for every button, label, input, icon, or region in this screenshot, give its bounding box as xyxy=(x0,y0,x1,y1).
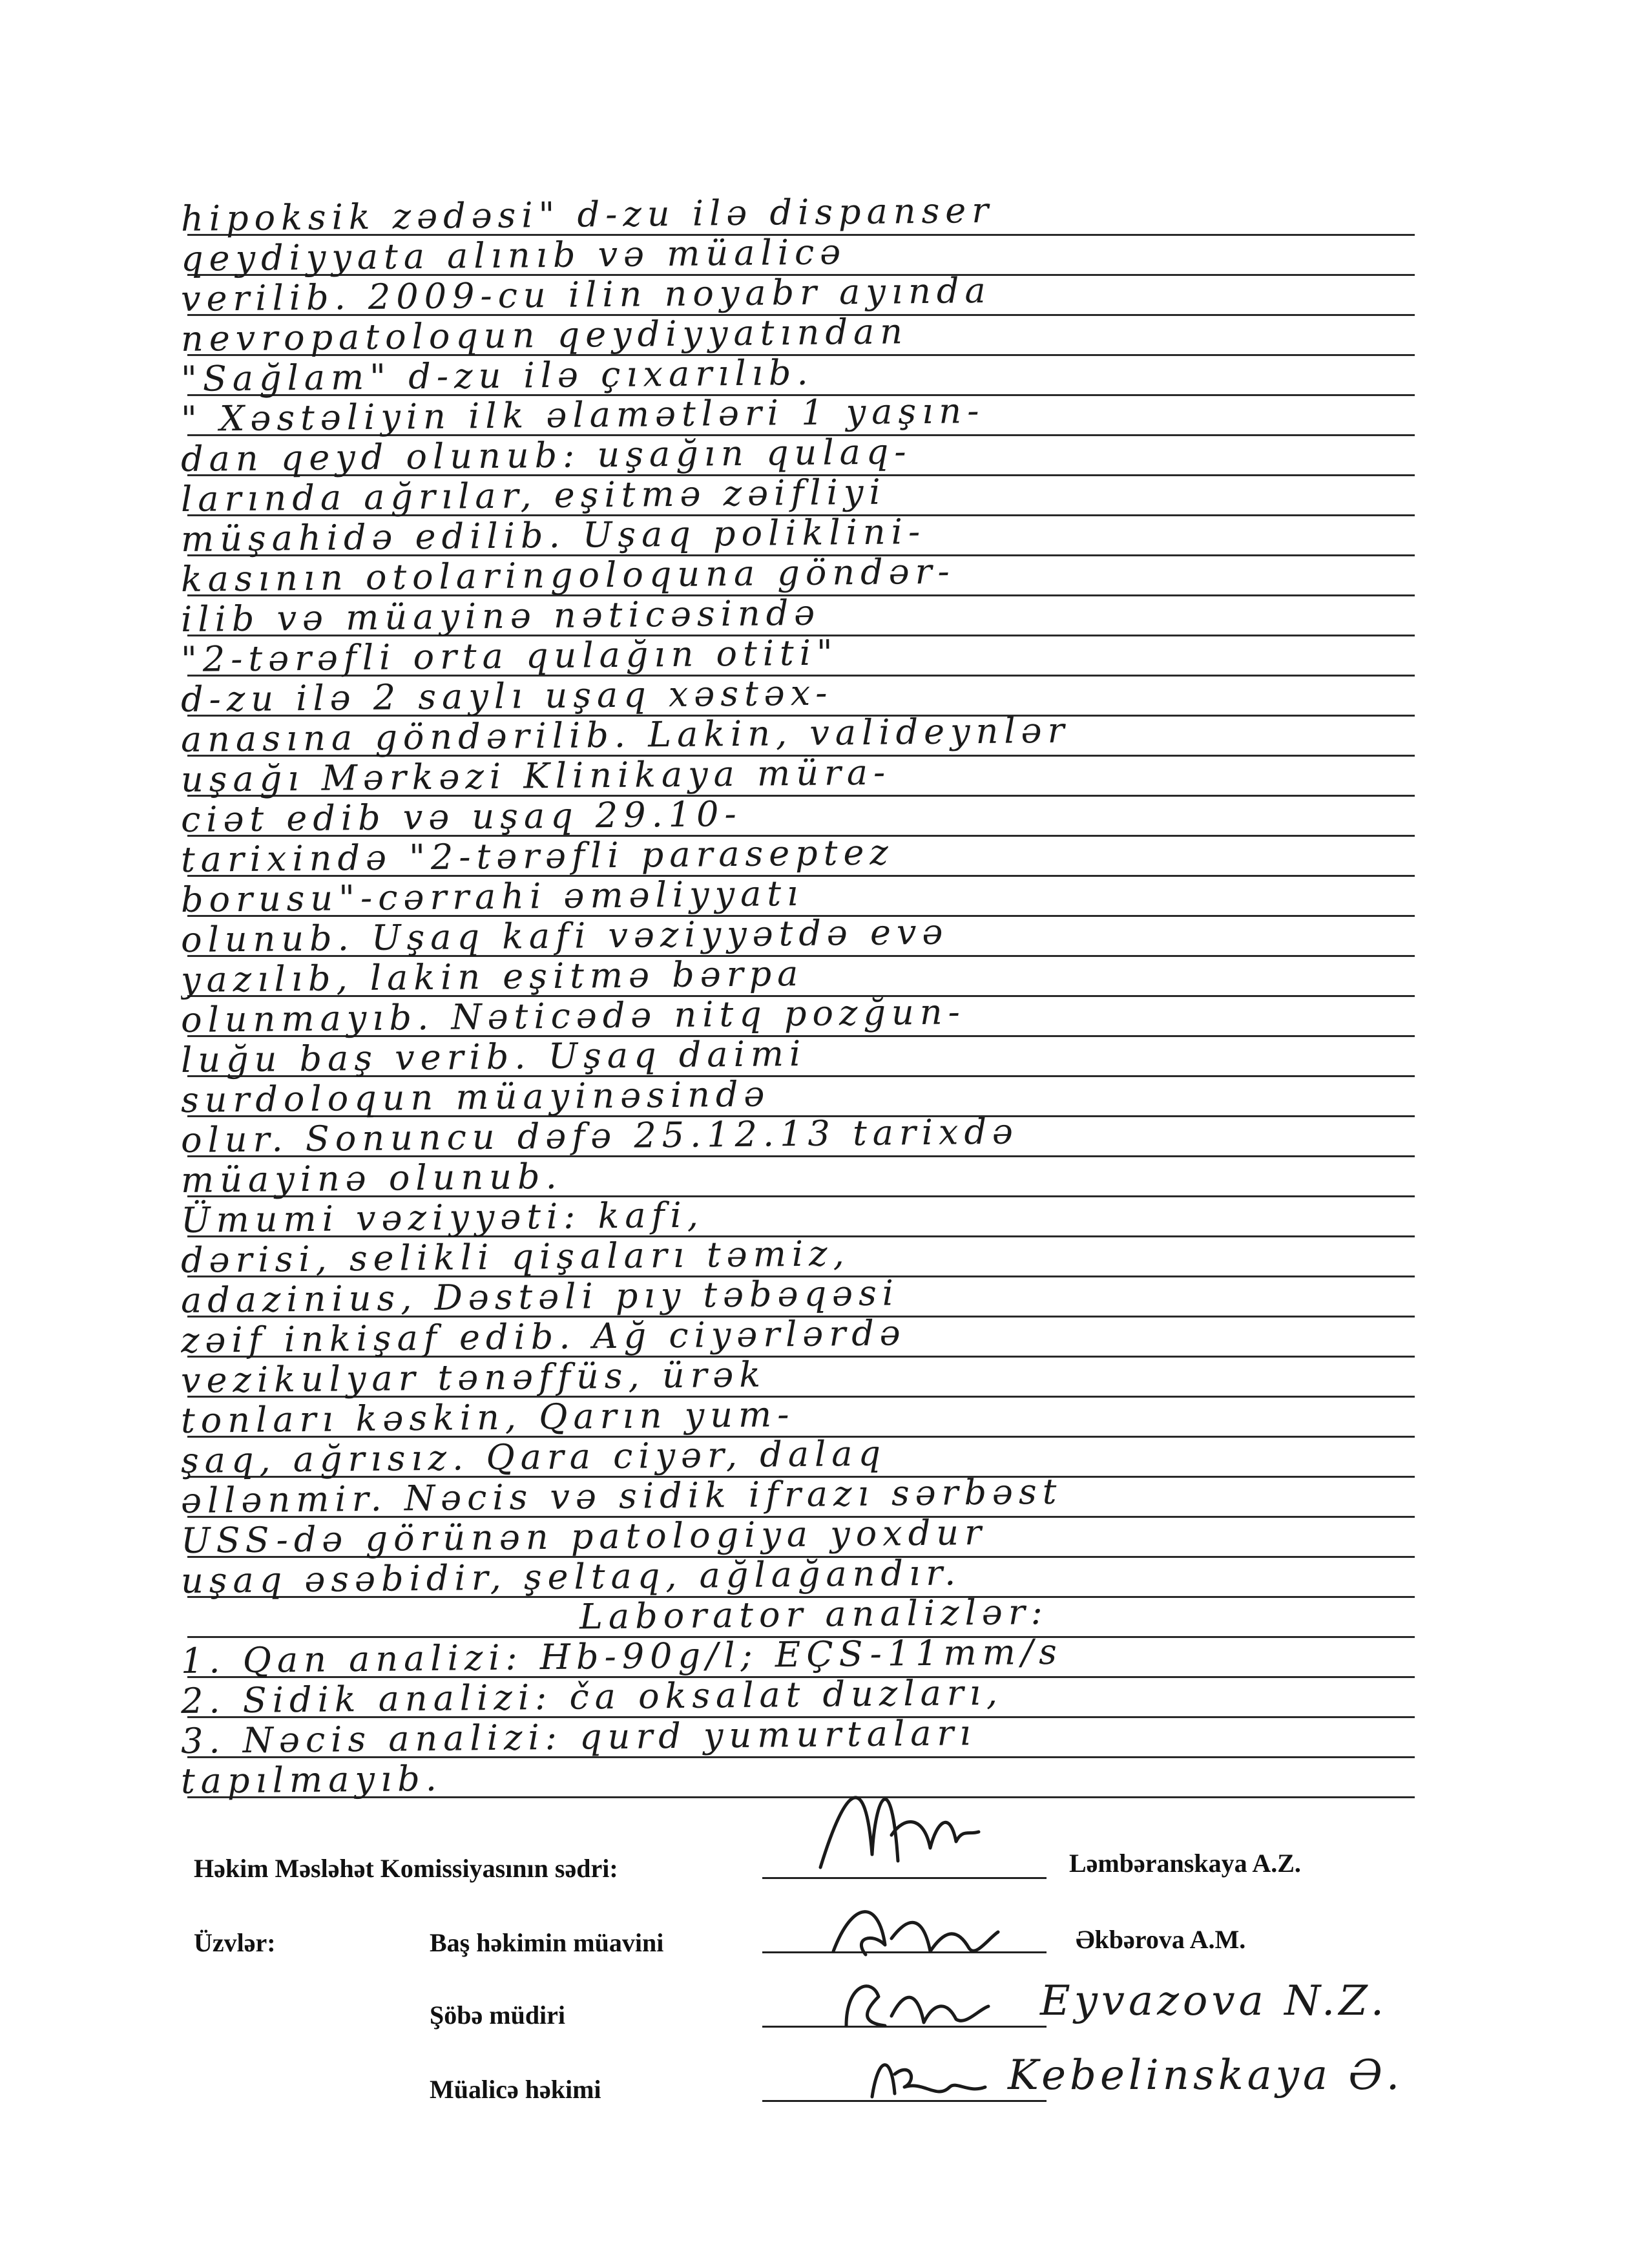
report-line: əllənmir. Nəcis və sidik ifrazı sərbəst xyxy=(180,1471,1063,1521)
report-line: " Xəstəliyin ilk əlamətləri 1 yaşın- xyxy=(180,390,985,439)
report-line: olunmayıb. Nəticədə nitq pozğun- xyxy=(180,991,966,1040)
report-line: surdoloqun müayinəsində xyxy=(180,1073,771,1120)
report-line: Ümumi vəziyyəti: kafi, xyxy=(180,1194,705,1241)
report-line: "2-tərəfli orta qulağın otiti" xyxy=(180,632,839,680)
doctor-label: Müalicə həkimi xyxy=(430,2075,601,2104)
head-name-handwritten: Eyvazova N.Z. xyxy=(1040,1977,1388,2025)
chair-name: Ləmbəranskaya A.Z. xyxy=(1069,1849,1301,1878)
report-line: yazılıb, lakin eşitmə bərpa xyxy=(180,952,804,1000)
report-line: hipoksik zədəsi" d-zu ilə dispanser xyxy=(180,189,995,239)
report-line: dan qeyd olunub: uşağın qulaq- xyxy=(180,431,912,479)
deputy-label: Baş həkimin müavini xyxy=(430,1928,664,1957)
report-line: "Sağlam" d-zu ilə çıxarılıb. xyxy=(180,352,814,399)
report-line: luğu baş verib. Uşaq daimi xyxy=(180,1033,807,1080)
members-label: Üzvlər: xyxy=(194,1928,276,1957)
report-line: müayinə olunub. xyxy=(180,1155,563,1201)
lab-heading: Laborator analizlər: xyxy=(579,1591,1049,1637)
report-line: verilib. 2009-cu ilin noyabr ayında xyxy=(180,269,992,319)
report-line: olunub. Uşaq kafi vəziyyətdə evə xyxy=(180,911,949,960)
report-line: tarixində "2-tərəfli paraseptez xyxy=(180,832,895,880)
head-signature xyxy=(820,1964,1001,2035)
lab-item: 1. Qan analizi: Hb-90g/l; EÇS-11mm/s xyxy=(180,1631,1063,1681)
chair-signature xyxy=(795,1758,1001,1887)
report-line: borusu"-cərrahi əməliyyatı xyxy=(180,872,804,920)
head-label: Şöbə müdiri xyxy=(430,2000,566,2030)
deputy-name: Əkbərova A.M. xyxy=(1076,1925,1246,1954)
report-line: vezikulyar tənəffüs, ürək xyxy=(180,1354,767,1401)
report-line: tonları kəskin, Qarın yum- xyxy=(180,1394,795,1441)
report-line: nevropatoloqun qeydiyyatından xyxy=(180,311,909,359)
report-line: larında ağrılar, eşitmə zəifliyi xyxy=(180,471,886,520)
lab-item: tapılmayıb. xyxy=(180,1758,443,1801)
report-line: olur. Sonuncu dəfə 25.12.13 tarixdə xyxy=(180,1111,1019,1160)
report-line: anasına göndərilib. Lakin, valideynlər xyxy=(180,709,1070,760)
chair-label: Həkim Məsləhət Komissiyasının sədri: xyxy=(194,1854,618,1883)
report-line: uşaq əsəbidir, şeltaq, ağlağandır. xyxy=(180,1552,962,1601)
report-line: şaq, ağrısız. Qara ciyər, dalaq xyxy=(180,1433,887,1481)
lab-item: 2. Sidik analizi: ča oksalat duzları, xyxy=(180,1672,1004,1721)
lab-item: 3. Nəcis analizi: qurd yumurtaları xyxy=(180,1712,977,1761)
report-line: USS-də görünən patologiya yoxdur xyxy=(180,1511,988,1561)
report-line: müşahidə edilib. Uşaq poliklini- xyxy=(180,510,926,560)
report-line: ciət edib və uşaq 29.10- xyxy=(180,793,743,840)
report-line: zəif inkişaf edib. Ağ ciyərlərdə xyxy=(180,1312,906,1361)
doctor-signature xyxy=(859,2042,1001,2106)
report-line: uşağı Mərkəzi Klinikaya müra- xyxy=(180,751,891,800)
report-line: ilib və müayinə nəticəsində xyxy=(180,592,821,640)
doctor-name-handwritten: Kebelinskaya Ə. xyxy=(1008,2052,1404,2099)
report-line: adazinius, Dəstəli pıy təbəqəsi xyxy=(180,1272,900,1321)
report-line: dərisi, selikli qişaları təmiz, xyxy=(180,1233,851,1281)
report-line: kasının otolaringoloquna göndər- xyxy=(180,551,955,600)
report-line: qeydiyyata alınıb və müalicə xyxy=(180,231,847,279)
deputy-signature xyxy=(814,1893,1008,1964)
report-line: d-zu ilə 2 saylı uşaq xəstəx- xyxy=(180,672,833,720)
